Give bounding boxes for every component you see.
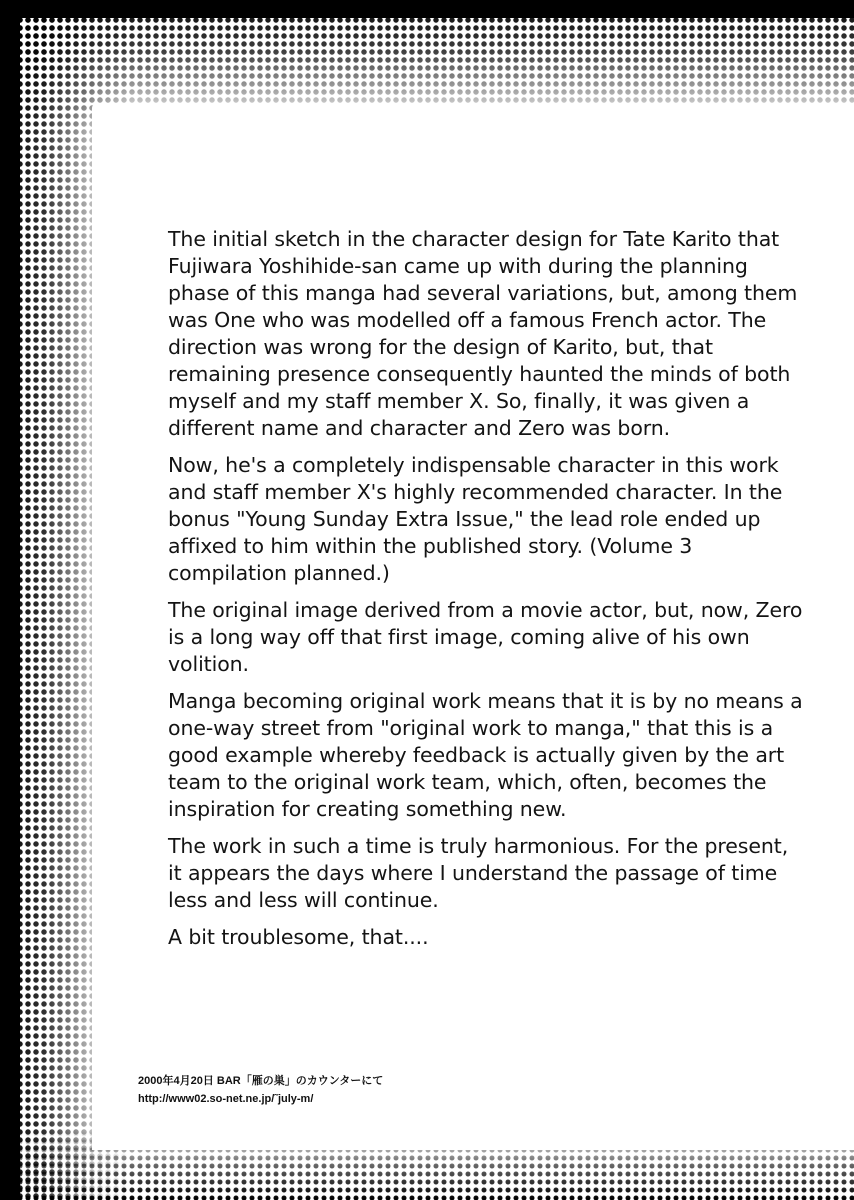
paragraph-4: Manga becoming original work means that it is by no means a one-way street from "original work to manga," that this is a good example whereby feedback is actually given by the art team to the original work team, which, often, becomes the inspiration for creating something new. xyxy=(168,689,803,821)
paragraph-3: The original image derived from a movie actor, but, now, Zero is a long way off that first image, coming alive of his own volition. xyxy=(168,598,803,676)
afterword-text xyxy=(168,226,804,961)
paragraph-5: The work in such a time is truly harmonious. For the present, it appears the days where I understand the passage of time less and less will continue. xyxy=(168,834,789,912)
footer-url: http://www02.so-net.ne.jp/˜july-m/ xyxy=(138,1093,314,1105)
paragraph-6: A bit troublesome, that.... xyxy=(168,925,429,949)
signature-footer xyxy=(138,1072,383,1108)
paragraph-1: The initial sketch in the character design for Tate Karito that Fujiwara Yoshihide-san came up with during the planning phase of this manga had several variations, but, among them was One who was modelled off a famous French actor. The direction was wrong for the design of Karito, but, that remaining presence consequently haunted the minds of both myself and my staff member X. So, finally, it was given a different name and character and Zero was born. xyxy=(168,227,798,440)
frame-left-edge xyxy=(0,0,20,1200)
paragraph-2: Now, he's a completely indispensable character in this work and staff member X's highly recommended character. In the bonus "Young Sunday Extra Issue," the lead role ended up affixed to him within the published story. (Volume 3 compilation planned.) xyxy=(168,453,783,585)
footer-date-line: 2000年4月20日 BAR「雁の巣」のカウンターにて xyxy=(138,1075,384,1087)
